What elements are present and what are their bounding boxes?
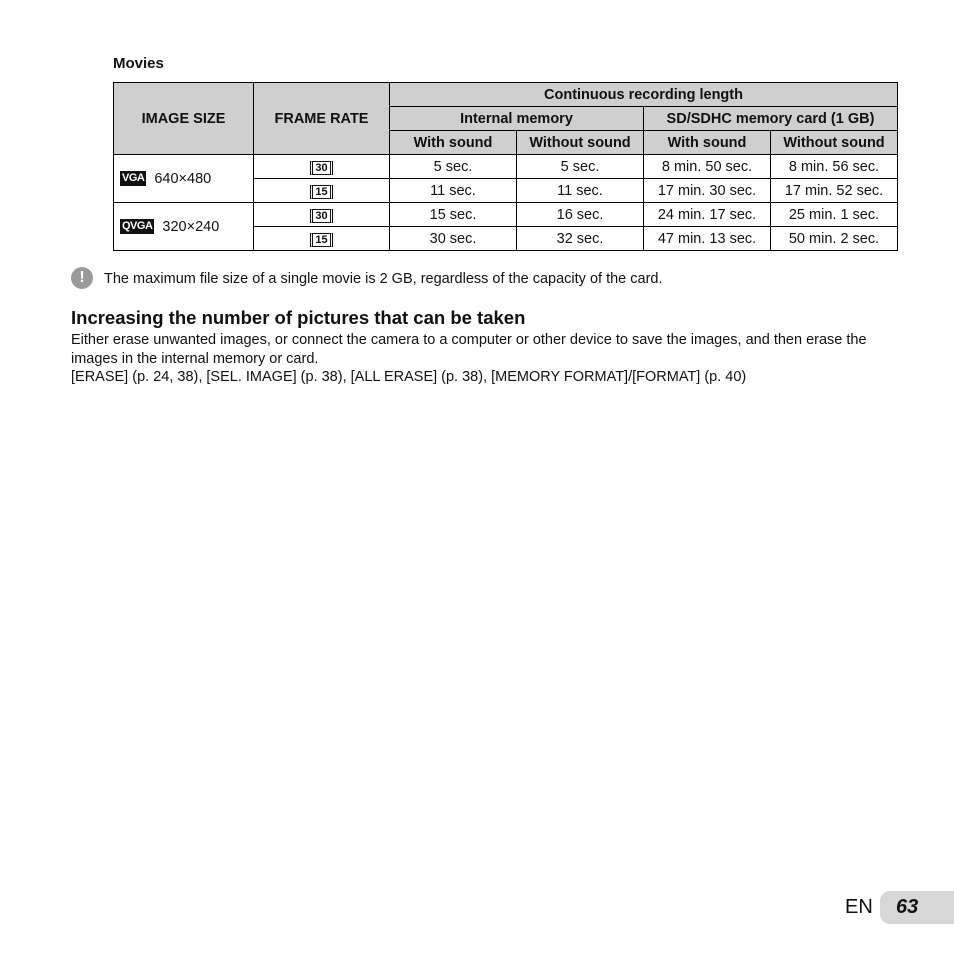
col-header-card-with-sound: With sound [644,131,771,155]
page-references: [ERASE] (p. 24, 38), [SEL. IMAGE] (p. 38), [ALL ERASE] (p. 38), [MEMORY FORMAT]/[FORMAT] (p. 40) [71,369,747,385]
table-cell: 15 sec. [390,203,517,227]
col-header-image-size: IMAGE SIZE [114,83,254,155]
table-cell: 50 min. 2 sec. [771,227,898,251]
frame-rate-cell [254,227,390,251]
frame-rate-15-icon: 15 [310,233,332,247]
movies-table [113,82,898,251]
table-cell: 5 sec. [517,155,644,179]
col-header-continuous: Continuous recording length [390,83,898,107]
table-cell: 8 min. 50 sec. [644,155,771,179]
frame-rate-cell [254,179,390,203]
image-size-value: 320×240 [162,218,220,235]
table-row [114,155,898,179]
body-paragraph: Either erase unwanted images, or connect the camera to a computer or other device to save the images, and then erase the images in the internal memory or card. [71,332,867,367]
table-cell: 5 sec. [390,155,517,179]
table-cell: 24 min. 17 sec. [644,203,771,227]
table-cell: 8 min. 56 sec. [771,155,898,179]
section-heading: Increasing the number of pictures that can be taken [71,307,526,328]
col-header-internal-with-sound: With sound [390,131,517,155]
table-cell: 11 sec. [517,179,644,203]
language-label: EN [845,896,873,918]
table-cell: 17 min. 30 sec. [644,179,771,203]
col-header-card: SD/SDHC memory card (1 GB) [644,107,898,131]
col-header-internal-without-sound: Without sound [517,131,644,155]
table-cell: 47 min. 13 sec. [644,227,771,251]
caution-note-text: The maximum file size of a single movie is 2 GB, regardless of the capacity of the card. [104,271,663,287]
col-header-frame-rate: FRAME RATE [254,83,390,155]
caution-icon: ! [71,267,93,289]
vga-icon: VGA [122,172,145,185]
frame-rate-cell [254,155,390,179]
image-size-cell [114,203,254,251]
table-cell: 30 sec. [390,227,517,251]
section-title: Movies [113,55,164,72]
frame-rate-30-icon: 30 [310,161,332,175]
image-size-value: 640×480 [154,170,212,187]
frame-rate-cell [254,203,390,227]
frame-rate-15-icon: 15 [310,185,332,199]
image-size-cell [114,155,254,203]
table-cell: 17 min. 52 sec. [771,179,898,203]
table-row [114,203,898,227]
page-number: 63 [880,891,954,924]
col-header-internal: Internal memory [390,107,644,131]
qvga-icon: QVGA [122,220,153,233]
body-text [71,331,911,387]
table-cell: 16 sec. [517,203,644,227]
frame-rate-30-icon: 30 [310,209,332,223]
table-cell: 32 sec. [517,227,644,251]
table-cell: 11 sec. [390,179,517,203]
col-header-card-without-sound: Without sound [771,131,898,155]
table-cell: 25 min. 1 sec. [771,203,898,227]
